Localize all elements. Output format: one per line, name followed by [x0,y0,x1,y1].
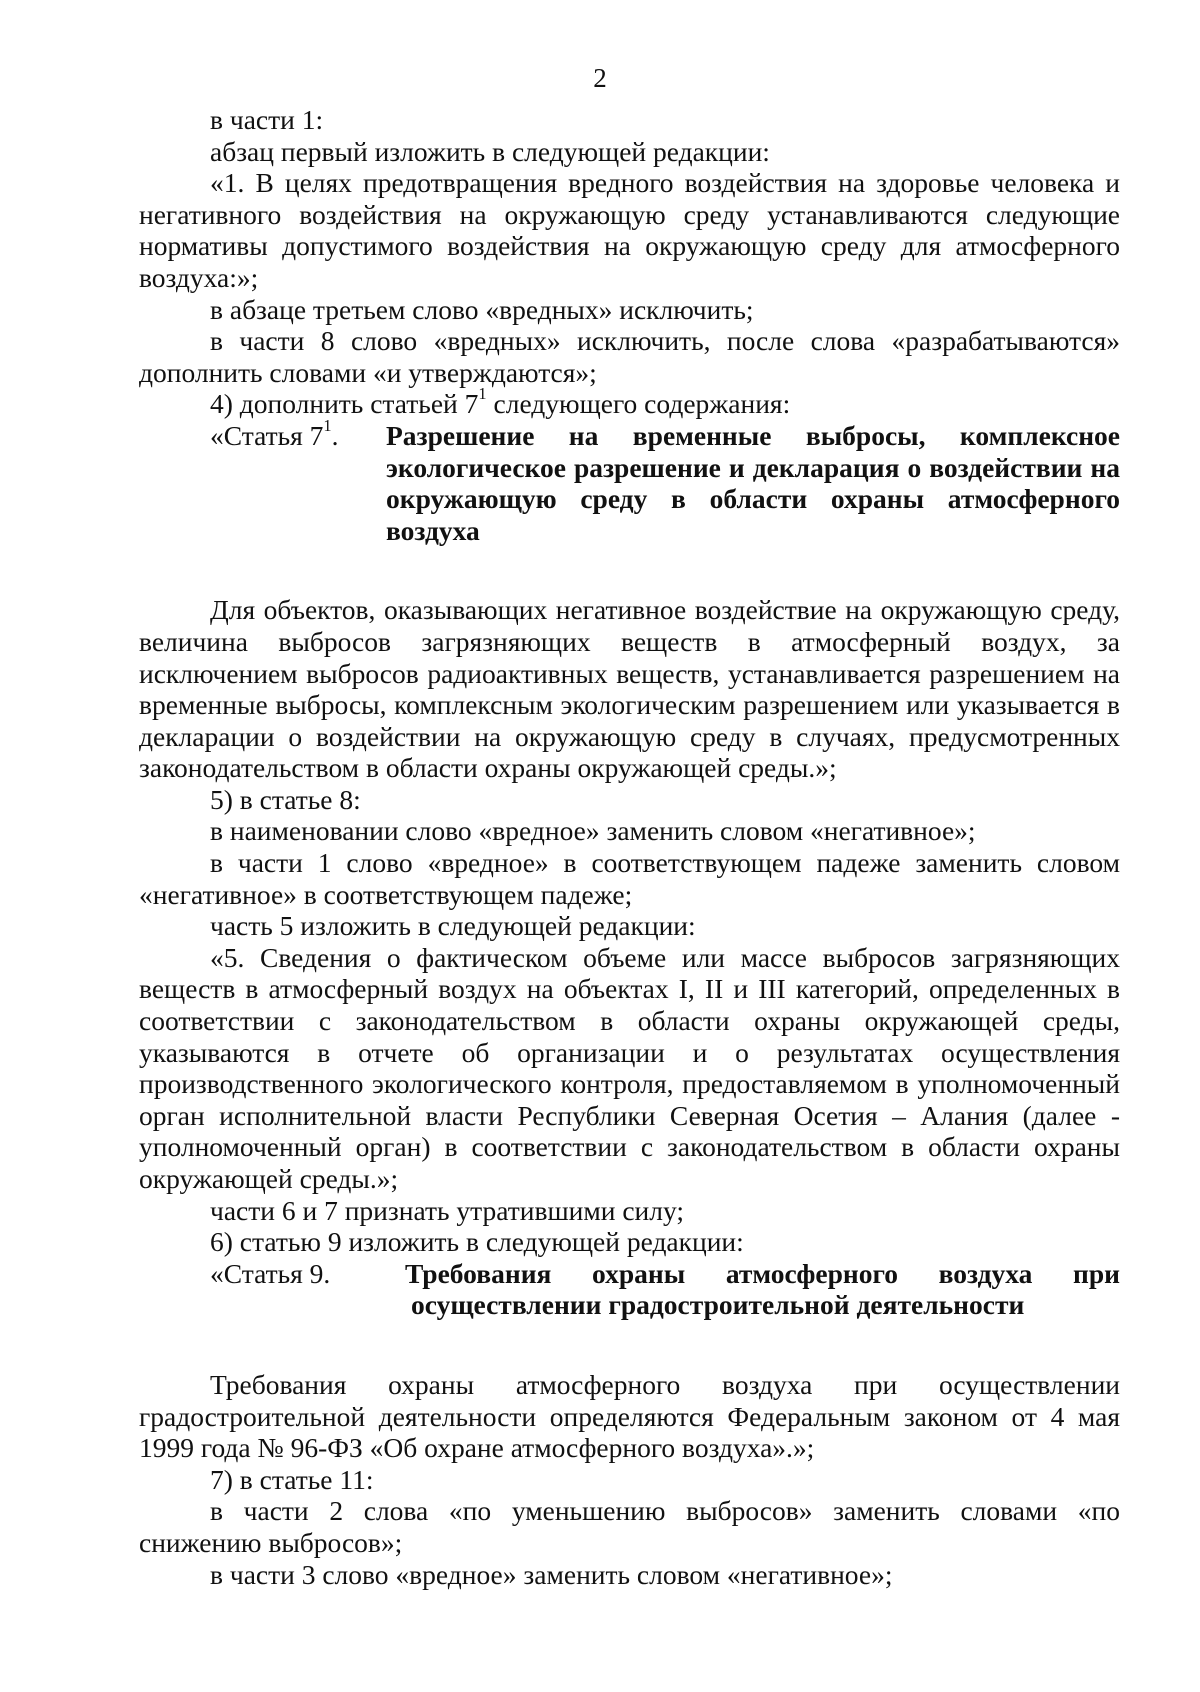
paragraph: в части 8 слово «вредных» исключить, после слова «разрабатываются» дополнить словами «и утверждаются»; [139,325,1120,388]
paragraph: части 6 и 7 признать утратившими силу; [210,1194,685,1226]
paragraph: 7) в статье 11: [210,1463,374,1495]
article-title-line: осуществлении градостроительной деятельности [411,1289,1025,1321]
spacer [139,546,1120,594]
page-number: 2 [593,63,607,93]
paragraph-text: следующего содержания: [486,388,791,420]
paragraph: в части 1 слово «вредное» в соответствующем падеже заменить словом «негативное» в соответствующем падеже; [139,847,1120,910]
paragraph: в абзаце третьем слово «вредных» исключить; [210,293,754,325]
paragraph: часть 5 изложить в следующей редакции: [210,910,696,942]
superscript: 1 [478,384,487,404]
document-body [139,104,1120,1590]
paragraph: «5. Сведения о фактическом объеме или массе выбросов загрязняющих веществ в атмосферный воздух на объектах I, II и III категорий, определенных в соответствии с законодательством в области охраны окружающей среды, указываются в отчете об организации и о результатах осуществления производственного экологического контроля, предоставляемом в уполномоченный орган исполнительной власти Республики Северная Осетия – Алания (далее - уполномоченный орган) в соответствии с законодательством в области охраны окружающей среды.»; [139,941,1120,1194]
article-label-dot: . [331,419,339,451]
spacer [139,1321,1120,1369]
paragraph: в наименовании слово «вредное» заменить словом «негативное»; [210,815,976,847]
paragraph [139,384,1120,420]
paragraph: в части 2 слова «по уменьшению выбросов» заменить словами «по снижению выбросов»; [139,1495,1120,1558]
paragraph: в части 1: [210,104,324,135]
paragraph: Для объектов, оказывающих негативное воздействие на окружающую среду, величина выбросов загрязняющих веществ в атмосферный воздух, за исключением выбросов радиоактивных веществ, устанавливается разрешением на временные выбросы, комплексным экологическим разрешением или указывается в декларации о воздействии на окружающую среду в случаях, предусмотренных законодательством в области охраны окружающей среды.»; [139,594,1120,784]
paragraph: Требования охраны атмосферного воздуха при осуществлении градостроительной деятельности определяются Федеральным законом от 4 мая 1999 года № 96-ФЗ «Об охране атмосферного воздуха».»; [139,1368,1120,1464]
paragraph-text: 4) дополнить статьей 7 [210,388,479,420]
article-9-heading [139,1258,1120,1321]
article-title [405,1258,1120,1321]
paragraph: 6) статью 9 изложить в следующей редакции: [210,1226,744,1258]
paragraph: 5) в статье 8: [210,783,361,815]
article-label [139,415,386,546]
article-label-text: «Статья 7 [210,419,324,451]
paragraph: «1. В целях предотвращения вредного воздействия на здоровье человека и негативного воздействия на окружающую среду устанавливаются следующие нормативы допустимого воздействия на окружающую среду для атмосферного воздуха:»; [139,167,1120,293]
paragraph: в части 3 слово «вредное» заменить словом «негативное»; [210,1558,893,1590]
paragraph: абзац первый изложить в следующей редакции: [210,135,770,167]
article-7-1-heading [139,415,1120,546]
superscript: 1 [323,415,332,435]
article-title: Разрешение на временные выбросы, комплексное экологическое разрешение и декларация о воздействии на окружающую среду в области охраны атмосферного воздуха [386,419,1120,546]
article-title-line: Требования охраны атмосферного воздуха при [405,1257,1120,1289]
article-label: «Статья 9. [210,1257,331,1289]
